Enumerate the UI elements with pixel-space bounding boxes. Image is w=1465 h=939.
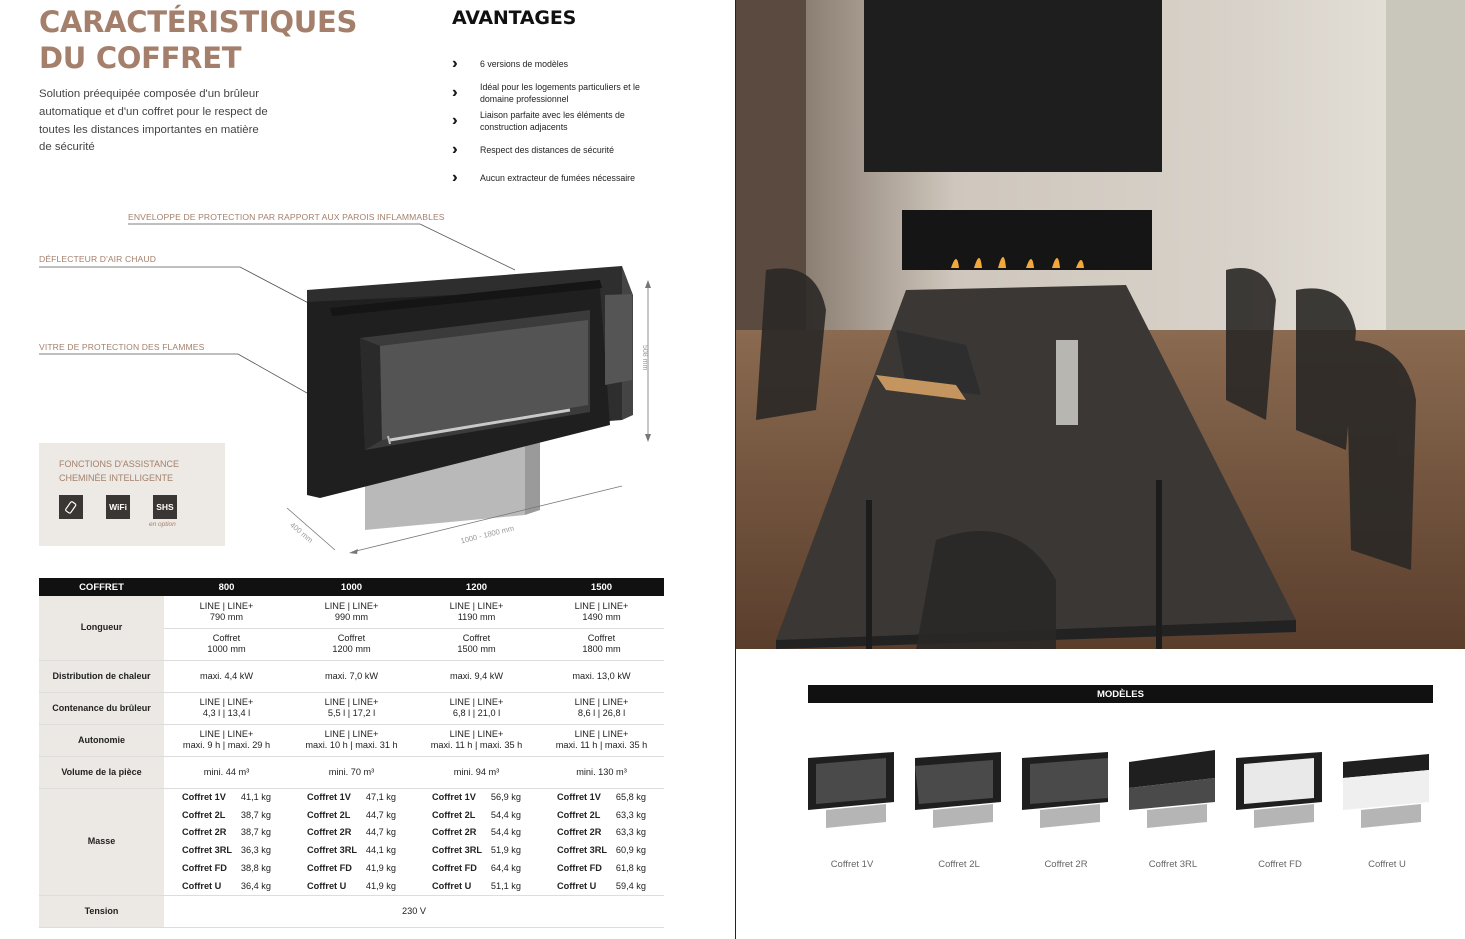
mass-entry [414, 789, 539, 807]
model-coffret-3rl [1125, 744, 1221, 870]
table-cell: maxi. 7,0 kW [289, 660, 414, 692]
mass-entry [414, 806, 539, 824]
mass-value: 41,1 kg [240, 791, 271, 802]
advantage-text: Aucun extracteur de fumées nécessaire [480, 173, 636, 184]
mass-model-name: Coffret U [182, 880, 222, 891]
mass-value: 51,9 kg [490, 845, 521, 856]
mass-entry [164, 806, 289, 824]
mass-model-name: Coffret 3RL [432, 845, 483, 856]
mass-model-name: Coffret FD [182, 863, 227, 874]
double-chevron-icon: ›› [452, 140, 453, 158]
table-header-cell: 1500 [539, 578, 664, 596]
callout-deflector: DÉFLECTEUR D'AIR CHAUD [39, 254, 157, 264]
mass-model-name: Coffret U [557, 880, 597, 891]
mass-entry [539, 806, 664, 824]
mass-model-name: Coffret 2L [557, 809, 601, 820]
row-label: Volume de la pièce [39, 756, 164, 788]
table-header-cell: 1000 [289, 578, 414, 596]
mass-entry [539, 824, 664, 842]
mass-value: 44,1 kg [365, 845, 396, 856]
row-label: Contenance du brûleur [39, 692, 164, 724]
table-cell: LINE | LINE+ maxi. 11 h | maxi. 35 h [539, 724, 664, 756]
width-dimension: 1000 - 1800 mm [459, 523, 515, 546]
table-cell: LINE | LINE+ 990 mm [289, 596, 414, 628]
coffret-3rl-image [1127, 744, 1219, 828]
mass-model-name: Coffret 2R [182, 827, 227, 838]
mass-value: 38,8 kg [240, 863, 271, 874]
mass-value: 60,9 kg [615, 845, 646, 856]
table-cell: mini. 44 m³ [164, 756, 289, 788]
assist-title: FONCTIONS D'ASSISTANCE CHEMINÉE INTELLIGENTE [59, 459, 180, 483]
table-cell: maxi. 13,0 kW [539, 660, 664, 692]
mass-cell [289, 788, 414, 896]
mass-entry [414, 842, 539, 860]
mass-model-name: Coffret 1V [307, 791, 351, 802]
option-note: en option [149, 521, 176, 528]
callout-envelope: ENVELOPPE DE PROTECTION PAR RAPPORT AUX PAROIS INFLAMMABLES [128, 212, 445, 222]
mass-entry [164, 860, 289, 878]
mass-model-name: Coffret 2L [432, 809, 476, 820]
mass-model-name: Coffret 2R [557, 827, 602, 838]
mass-entry [539, 877, 664, 895]
mass-model-name: Coffret 3RL [557, 845, 608, 856]
row-label: Tension [39, 896, 164, 928]
table-cell: mini. 94 m³ [414, 756, 539, 788]
row-label: Longueur [39, 596, 164, 660]
table-cell: mini. 130 m³ [539, 756, 664, 788]
model-label: Coffret 1V [830, 859, 874, 870]
mass-model-name: Coffret U [307, 880, 347, 891]
coffret-u-image [1341, 744, 1433, 828]
model-label: Coffret 3RL [1148, 859, 1198, 870]
table-row [39, 756, 664, 788]
row-label: Masse [39, 788, 164, 896]
table-cell: Coffret 1200 mm [289, 628, 414, 660]
mass-value: 41,9 kg [365, 880, 396, 891]
mass-model-name: Coffret U [432, 880, 472, 891]
advantage-text: 6 versions de modèles [480, 59, 569, 70]
mass-value: 36,4 kg [240, 880, 271, 891]
assist-functions-box [39, 443, 225, 546]
table-cell: LINE | LINE+ 1190 mm [414, 596, 539, 628]
fireplace-box-drawing [270, 250, 670, 560]
mass-model-name: Coffret 2R [432, 827, 477, 838]
mass-entry [289, 806, 414, 824]
table-cell: LINE | LINE+ 1490 mm [539, 596, 664, 628]
shs-icon: SHS [153, 495, 177, 519]
mass-value: 54,4 kg [490, 827, 521, 838]
mass-entry [539, 842, 664, 860]
mass-cell [414, 788, 539, 896]
mass-value: 63,3 kg [615, 827, 646, 838]
title-line-1: CARACTÉRISTIQUES [39, 5, 358, 39]
advantage-text: Idéal pour les logements particuliers et le domaine professionnel [480, 81, 640, 104]
mass-value: 41,9 kg [365, 863, 396, 874]
table-cell: LINE | LINE+ 5,5 l | 17,2 l [289, 692, 414, 724]
table-cell: LINE | LINE+ maxi. 10 h | maxi. 31 h [289, 724, 414, 756]
mass-model-name: Coffret 1V [182, 791, 226, 802]
model-coffret-fd [1232, 744, 1328, 870]
mass-entry [164, 877, 289, 895]
mass-entry [289, 842, 414, 860]
models-header: MODÈLES [808, 685, 1433, 703]
model-label: Coffret 2R [1044, 859, 1088, 870]
mass-model-name: Coffret 2L [182, 809, 226, 820]
mass-value: 65,8 kg [615, 791, 646, 802]
mass-value: 36,3 kg [240, 845, 271, 856]
model-coffret-u [1339, 744, 1435, 870]
mass-value: 44,7 kg [365, 809, 396, 820]
mass-model-name: Coffret 1V [432, 791, 476, 802]
model-coffret-1v [804, 744, 900, 870]
table-row [39, 896, 664, 928]
table-cell: LINE | LINE+ 6,8 l | 21,0 l [414, 692, 539, 724]
table-cell: LINE | LINE+ 790 mm [164, 596, 289, 628]
mass-model-name: Coffret 1V [557, 791, 601, 802]
advantages-title: AVANTAGES [452, 7, 577, 29]
mass-value: 51,1 kg [490, 880, 521, 891]
mass-entry [164, 789, 289, 807]
mass-model-name: Coffret FD [307, 863, 352, 874]
mass-entry [289, 860, 414, 878]
mass-entry [164, 824, 289, 842]
mass-model-name: Coffret 3RL [182, 845, 233, 856]
double-chevron-icon: ›› [452, 55, 453, 73]
table-cell: LINE | LINE+ maxi. 9 h | maxi. 29 h [164, 724, 289, 756]
row-label: Distribution de chaleur [39, 660, 164, 692]
spec-table [39, 578, 664, 928]
mass-entry [164, 842, 289, 860]
title-line-2: DU COFFRET [39, 41, 242, 75]
table-cell: LINE | LINE+ 4,3 l | 13,4 l [164, 692, 289, 724]
mass-value: 64,4 kg [490, 863, 521, 874]
mass-value: 59,4 kg [615, 880, 646, 891]
mass-entry [539, 789, 664, 807]
mass-entry [414, 860, 539, 878]
table-cell: Coffret 1500 mm [414, 628, 539, 660]
table-header-cell: COFFRET [39, 578, 164, 596]
mass-model-name: Coffret FD [432, 863, 477, 874]
advantage-text: Respect des distances de sécurité [480, 144, 614, 155]
mass-entry [414, 824, 539, 842]
table-cell: maxi. 9,4 kW [414, 660, 539, 692]
mass-value: 38,7 kg [240, 827, 271, 838]
table-row [39, 596, 664, 628]
intro-text: Solution préequipée composée d'un brûleur automatique et d'un coffret pour le respect de toutes les distances importantes en matière de sécurité [39, 88, 268, 154]
mass-entry [289, 824, 414, 842]
table-cell: 230 V [164, 896, 664, 928]
depth-dimension: 400 mm [288, 520, 315, 545]
table-row [39, 660, 664, 692]
mass-model-name: Coffret 2R [307, 827, 352, 838]
model-coffret-2l [911, 744, 1007, 870]
double-chevron-icon: ›› [452, 169, 453, 187]
mass-entry [289, 877, 414, 895]
table-header-cell: 1200 [414, 578, 539, 596]
table-cell: LINE | LINE+ 8,6 l | 26,8 l [539, 692, 664, 724]
table-row [39, 724, 664, 756]
table-cell: Coffret 1800 mm [539, 628, 664, 660]
mass-model-name: Coffret 2L [307, 809, 351, 820]
mass-value: 54,4 kg [490, 809, 521, 820]
table-row [39, 692, 664, 724]
coffret-fd-image [1234, 744, 1326, 828]
table-cell: mini. 70 m³ [289, 756, 414, 788]
right-page [735, 0, 1465, 939]
mass-cell [164, 788, 289, 896]
mass-cell [539, 788, 664, 896]
double-chevron-icon: ›› [452, 83, 453, 101]
mass-value: 38,7 kg [240, 809, 271, 820]
table-header-row [39, 578, 664, 596]
row-label: Autonomie [39, 724, 164, 756]
coffret-2r-image [1020, 744, 1112, 828]
mass-value: 56,9 kg [490, 791, 521, 802]
wifi-icon: WiFi [106, 495, 130, 519]
mass-value: 47,1 kg [365, 791, 396, 802]
mass-entry [539, 860, 664, 878]
mass-model-name: Coffret FD [557, 863, 602, 874]
coffret-2l-image [913, 744, 1005, 828]
mass-value: 61,8 kg [615, 863, 646, 874]
model-label: Coffret 2L [938, 859, 980, 870]
meeting-room-photo [736, 0, 1465, 649]
callout-glass: VITRE DE PROTECTION DES FLAMMES [39, 342, 205, 352]
table-cell: LINE | LINE+ maxi. 11 h | maxi. 35 h [414, 724, 539, 756]
mass-value: 44,7 kg [365, 827, 396, 838]
table-cell: Coffret 1000 mm [164, 628, 289, 660]
remote-icon [59, 495, 83, 519]
mass-value: 63,3 kg [615, 809, 646, 820]
mass-entry [414, 877, 539, 895]
model-label: Coffret U [1368, 859, 1406, 870]
table-cell: maxi. 4,4 kW [164, 660, 289, 692]
height-dimension: 508 mm [641, 345, 648, 371]
table-row [39, 788, 664, 896]
advantage-text: Liaison parfaite avec les éléments de construction adjacents [480, 110, 625, 133]
model-coffret-2r [1018, 744, 1114, 870]
mass-model-name: Coffret 3RL [307, 845, 358, 856]
table-header-cell: 800 [164, 578, 289, 596]
coffret-1v-image [806, 744, 898, 828]
double-chevron-icon: ›› [452, 112, 453, 130]
mass-entry [289, 789, 414, 807]
model-label: Coffret FD [1258, 859, 1302, 870]
